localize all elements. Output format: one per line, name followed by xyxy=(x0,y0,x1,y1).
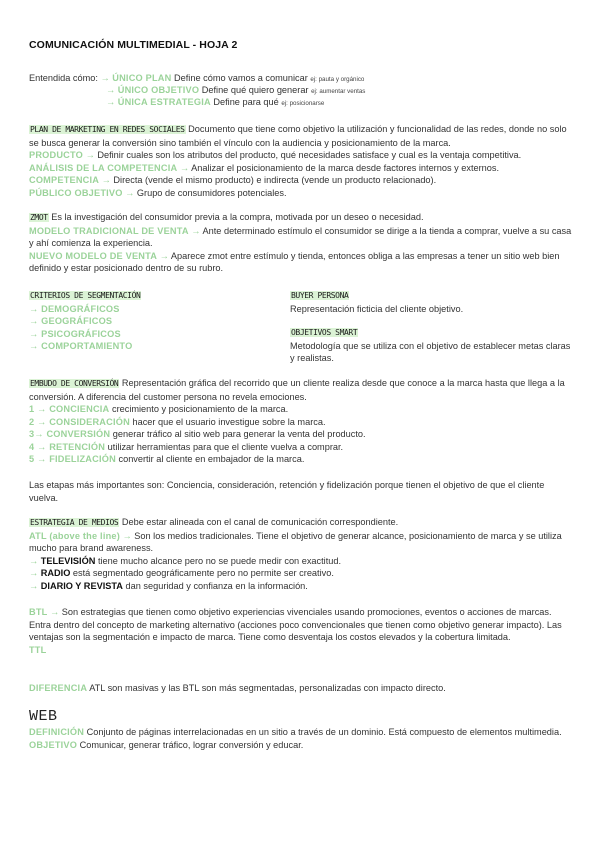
diferencia-key: DIFERENCIA xyxy=(29,683,88,693)
web-item-key: DEFINICIÓN xyxy=(29,727,85,737)
funnel-step xyxy=(29,441,574,454)
btl-text: Son estrategias que tienen como objetivo experiencias vivenciales usando promociones, eventos o acciones de marcas. Entra dentro del concepto de marketing alternativo (acciones poco convencionales que tienen como objetivo generar impacto). Las ventajas son la segmentación e impacto de marca. Tiene como desventaja los costos elevados y la cobertura limitada. xyxy=(29,607,562,642)
intro-key: ÚNICO PLAN xyxy=(112,73,172,83)
funnel-step-key: 4 → RETENCIÓN xyxy=(29,441,106,452)
plan-item-text: Directa (vende el mismo producto) e indirecta (vende un producto relacionado). xyxy=(113,175,437,185)
funnel-step xyxy=(29,416,574,429)
plan-section xyxy=(29,123,574,199)
atl-paragraph xyxy=(29,530,574,555)
segmentation-heading: CRITERIOS DE SEGMENTACIÓN xyxy=(30,291,141,300)
funnel-step-key: 2 → CONSIDERACIÓN xyxy=(29,416,130,427)
funnel-step-text: generar tráfico al sitio web para generar la venta del producto. xyxy=(112,429,366,439)
media-section xyxy=(29,516,574,592)
funnel-section xyxy=(29,377,574,466)
intro-label: Entendida cómo: xyxy=(29,73,98,83)
intro-note: ej: pauta y orgánico xyxy=(310,76,365,83)
zmot-item-text: Aparece zmot entre estímulo y tienda, entonces obliga a las empresas a tener un sitio web bien definido y estar posicionado dentro de su rubro. xyxy=(29,250,560,273)
segmentation-item: → DEMOGRÁFICOS xyxy=(29,303,120,314)
atl-item-key: TELEVISIÓN xyxy=(40,555,96,566)
btl-key: BTL xyxy=(29,607,48,617)
plan-item xyxy=(29,149,574,162)
smart-heading: OBJETIVOS SMART xyxy=(291,328,358,337)
plan-item-text: Analizar el posicionamiento de la marca desde factores internos y externos. xyxy=(191,162,500,173)
intro-key: ÚNICO OBJETIVO xyxy=(117,85,200,95)
arrow: → xyxy=(159,250,169,261)
plan-item-text: Definir cuales son los atributos del producto, qué necesidades satisface y cual es la ventaja competitiva. xyxy=(97,150,522,160)
plan-item-key: PÚBLICO OBJETIVO xyxy=(29,187,123,198)
media-paragraph xyxy=(29,516,574,530)
intro-text: Define cómo vamos a comunicar xyxy=(174,73,308,83)
segmentation-section xyxy=(29,289,274,353)
plan-item xyxy=(29,162,574,175)
zmot-paragraph xyxy=(29,211,574,225)
buyer-section xyxy=(290,289,575,315)
atl-item xyxy=(29,580,574,593)
funnel-paragraph xyxy=(29,377,574,403)
intro-text: Define qué quiero generar xyxy=(201,85,309,95)
plan-item-key: PRODUCTO xyxy=(29,150,84,160)
funnel-step-text: crecimiento y posicionamiento de la marca. xyxy=(111,404,289,414)
media-heading: ESTRATEGIA DE MEDIOS xyxy=(30,518,119,527)
arrow: → xyxy=(179,162,190,173)
segmentation-item: → GEOGRÁFICOS xyxy=(29,316,113,326)
plan-text: Documento que tiene como objetivo la utilización y funcionalidad de las redes, donde no solo se busca generar la conversión sino también el vínculo con la audiencia y posicionamiento de la marca. xyxy=(29,124,567,148)
intro-note: ej: aumentar ventas xyxy=(311,88,366,95)
atl-item xyxy=(29,555,574,568)
funnel-summary: Las etapas más importantes son: Conciencia, consideración, retención y fidelización porque tienen el objetivo de que el cliente vuelva. xyxy=(29,480,545,503)
intro-text: Define para qué xyxy=(213,97,279,107)
atl-item-text: tiene mucho alcance pero no se puede medir con exactitud. xyxy=(97,555,342,566)
web-item-text: Conjunto de páginas interrelacionadas en un sitio a través de un dominio. Está compuesto de elementos multimedia. xyxy=(86,727,562,737)
ttl-label: TTL xyxy=(29,644,47,655)
diferencia-line xyxy=(29,682,574,695)
zmot-text: Es la investigación del consumidor previa a la compra, motivada por un deseo o necesidad. xyxy=(51,212,424,222)
atl-item-key: DIARIO Y REVISTA xyxy=(40,580,123,591)
plan-item-key: ANÁLISIS DE LA COMPETENCIA xyxy=(29,162,178,173)
arrow: → xyxy=(85,150,95,160)
atl-item-text: dan seguridad y confianza en la información. xyxy=(125,580,308,591)
funnel-step-key: 1 → CONCIENCIA xyxy=(29,404,110,414)
arrow: → xyxy=(106,97,116,107)
funnel-step-key: 5 → FIDELIZACIÓN xyxy=(29,454,116,464)
plan-item xyxy=(29,174,574,187)
intro-key: ÚNICA ESTRATEGIA xyxy=(117,97,211,107)
zmot-item-text: Ante determinado estímulo el consumidor se dirige a la tienda a comprar, vuelve a su casa y ahí comienza la experiencia. xyxy=(29,225,572,248)
arrow: → xyxy=(106,85,116,95)
intro-note: ej: posicionarse xyxy=(281,100,325,107)
funnel-heading: EMBUDO DE CONVERSIÓN xyxy=(30,379,119,388)
smart-section xyxy=(290,326,575,365)
funnel-step-text: hacer que el usuario investigue sobre la marca. xyxy=(132,416,326,427)
arrow: → xyxy=(101,175,111,185)
arrow: → xyxy=(29,580,39,591)
atl-key: ATL (above the line) xyxy=(29,530,120,541)
arrow: → xyxy=(191,225,201,236)
zmot-item-key: NUEVO MODELO DE VENTA xyxy=(29,250,158,261)
web-item-key: OBJETIVO xyxy=(29,739,78,750)
atl-item-key: RADIO xyxy=(40,568,71,578)
btl-paragraph xyxy=(29,606,574,644)
buyer-text: Representación ficticia del cliente objetivo. xyxy=(290,303,464,314)
segmentation-item: → PSICOGRÁFICOS xyxy=(29,328,121,339)
funnel-step-key: 3→ CONVERSIÓN xyxy=(29,429,111,439)
funnel-step xyxy=(29,428,574,441)
web-item xyxy=(29,726,574,739)
arrow: → xyxy=(122,530,132,541)
media-text: Debe estar alineada con el canal de comunicación correspondiente. xyxy=(121,517,399,527)
arrow: → xyxy=(29,568,39,578)
atl-item xyxy=(29,567,574,580)
zmot-item xyxy=(29,250,574,275)
plan-item-text: Grupo de consumidores potenciales. xyxy=(136,187,287,198)
funnel-step-text: utilizar herramientas para que el cliente vuelva a comprar. xyxy=(107,441,344,452)
plan-item xyxy=(29,187,574,200)
page-title: COMUNICACIÓN MULTIMEDIAL - HOJA 2 xyxy=(29,39,238,51)
diferencia-text: ATL son masivas y las BTL son más segmentadas, personalizadas con impacto directo. xyxy=(89,683,446,693)
btl-section xyxy=(29,606,574,656)
atl-item-text: está segmentado geográficamente pero no permite ser creativo. xyxy=(72,568,334,578)
atl-text: Son los medios tradicionales. Tiene el objetivo de generar alcance, posicionamiento de marca y se utiliza mucho para brand awareness. xyxy=(29,530,562,553)
zmot-item xyxy=(29,225,574,250)
web-heading: WEB xyxy=(29,708,58,725)
funnel-step-text: convertir al cliente en embajador de la marca. xyxy=(118,454,305,464)
plan-paragraph xyxy=(29,123,574,149)
arrow: → xyxy=(29,555,39,566)
segmentation-item: → COMPORTAMIENTO xyxy=(29,341,133,351)
arrow: → xyxy=(125,187,135,198)
web-section xyxy=(29,726,574,751)
funnel-step xyxy=(29,403,574,416)
web-item xyxy=(29,739,574,752)
plan-heading: PLAN DE MARKETING EN REDES SOCIALES xyxy=(30,125,185,134)
zmot-heading: ZMOT xyxy=(30,213,48,222)
arrow: → xyxy=(100,73,110,83)
arrow: → xyxy=(50,607,60,617)
smart-text: Metodología que se utiliza con el objetivo de establecer metas claras y realistas. xyxy=(290,340,571,363)
funnel-text: Representación gráfica del recorrido que un cliente realiza desde que conoce a la marca hasta que llega a la conversión. A diferencia del customer persona no revela emociones. xyxy=(29,378,565,402)
web-item-text: Comunicar, generar tráfico, lograr conversión y educar. xyxy=(79,739,304,750)
intro-line-3 xyxy=(106,96,324,111)
plan-item-key: COMPETENCIA xyxy=(29,175,100,185)
zmot-section xyxy=(29,211,574,275)
zmot-item-key: MODELO TRADICIONAL DE VENTA xyxy=(29,225,189,236)
buyer-heading: BUYER PERSONA xyxy=(291,291,349,300)
funnel-step xyxy=(29,453,574,466)
